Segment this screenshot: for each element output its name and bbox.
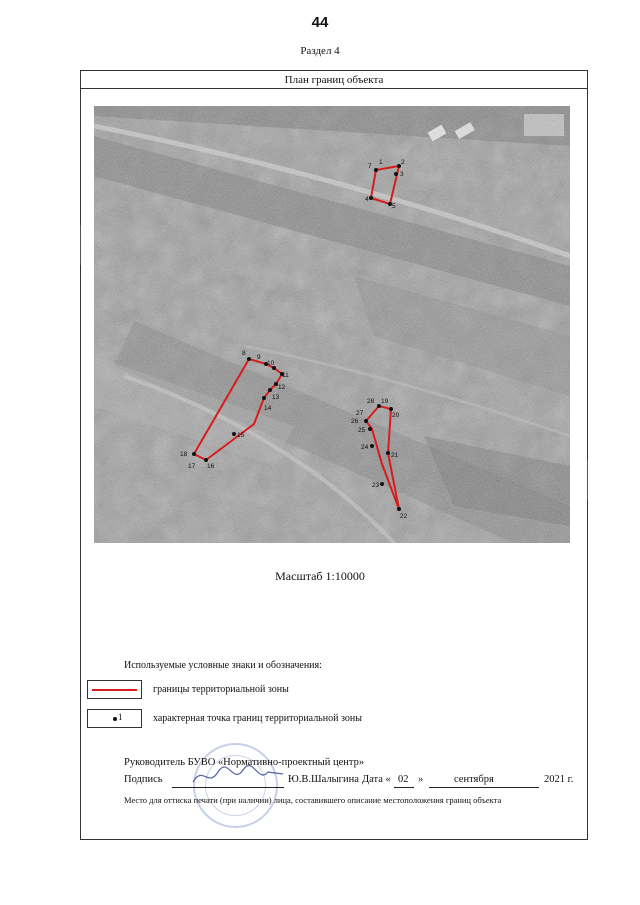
red-boundary-line-icon xyxy=(92,689,137,691)
point-label: 9 xyxy=(257,354,261,361)
point-label: 23 xyxy=(372,482,380,489)
month-underline xyxy=(429,787,539,788)
aerial-map xyxy=(94,106,570,543)
point-label: 15 xyxy=(237,432,245,439)
legend-point-label: характерная точка границ территориальной зоны xyxy=(153,713,362,724)
date-quote-close: » xyxy=(418,774,424,785)
point-label: 16 xyxy=(207,463,215,470)
point-label: 8 xyxy=(242,350,246,357)
point-label: 4 xyxy=(365,196,369,203)
frame-tick-right xyxy=(587,460,588,500)
point-dot-icon xyxy=(113,717,117,721)
point-label: 7 xyxy=(368,163,372,170)
point-label: 25 xyxy=(358,427,366,434)
point-label: 18 xyxy=(180,451,188,458)
point-label: 28 xyxy=(367,398,375,405)
legend-line-symbol xyxy=(87,680,142,699)
legend-point-number: 1 xyxy=(118,712,123,722)
day-underline xyxy=(394,787,414,788)
date-year: 2021 г. xyxy=(544,774,574,785)
point-label: 20 xyxy=(392,412,400,419)
point-label: 27 xyxy=(356,410,364,417)
date-label: Дата « xyxy=(362,774,391,785)
point-label: 10 xyxy=(267,360,275,367)
legend-point-symbol xyxy=(87,709,142,728)
stamp-note: Место для оттиска печати (при наличии) лица, составившего описание местоположения границ объекта xyxy=(124,795,502,805)
point-label: 5 xyxy=(392,203,396,210)
point-label: 2 xyxy=(401,159,405,166)
legend-line-label: границы территориальной зоны xyxy=(153,684,289,695)
frame-tick-left xyxy=(80,225,81,265)
point-label: 13 xyxy=(272,394,280,401)
point-label: 22 xyxy=(400,513,408,520)
point-label: 3 xyxy=(400,171,404,178)
frame-title: План границ объекта xyxy=(81,71,587,89)
point-label: 26 xyxy=(351,418,359,425)
section-label: Раздел 4 xyxy=(300,45,340,57)
page-number: 44 xyxy=(311,14,329,31)
map-scale: Масштаб 1:10000 xyxy=(275,569,365,583)
sign-label: Подпись xyxy=(124,774,163,785)
point-label: 24 xyxy=(361,444,369,451)
signature-underline xyxy=(172,787,284,788)
point-label: 17 xyxy=(188,463,196,470)
map-svg xyxy=(94,106,570,543)
head-line: Руководитель БУВО «Нормативно-проектный центр» xyxy=(124,757,365,768)
signer-name: Ю.В.Шалыгина xyxy=(288,774,359,785)
point-label: 12 xyxy=(278,384,286,391)
date-day: 02 xyxy=(398,774,409,785)
point-label: 11 xyxy=(282,372,289,379)
date-month: сентября xyxy=(454,774,494,785)
point-label: 1 xyxy=(379,159,383,166)
point-label: 19 xyxy=(381,398,389,405)
point-label: 21 xyxy=(391,452,399,459)
point-label: 14 xyxy=(264,405,272,412)
legend-title: Используемые условные знаки и обозначения: xyxy=(124,660,322,671)
